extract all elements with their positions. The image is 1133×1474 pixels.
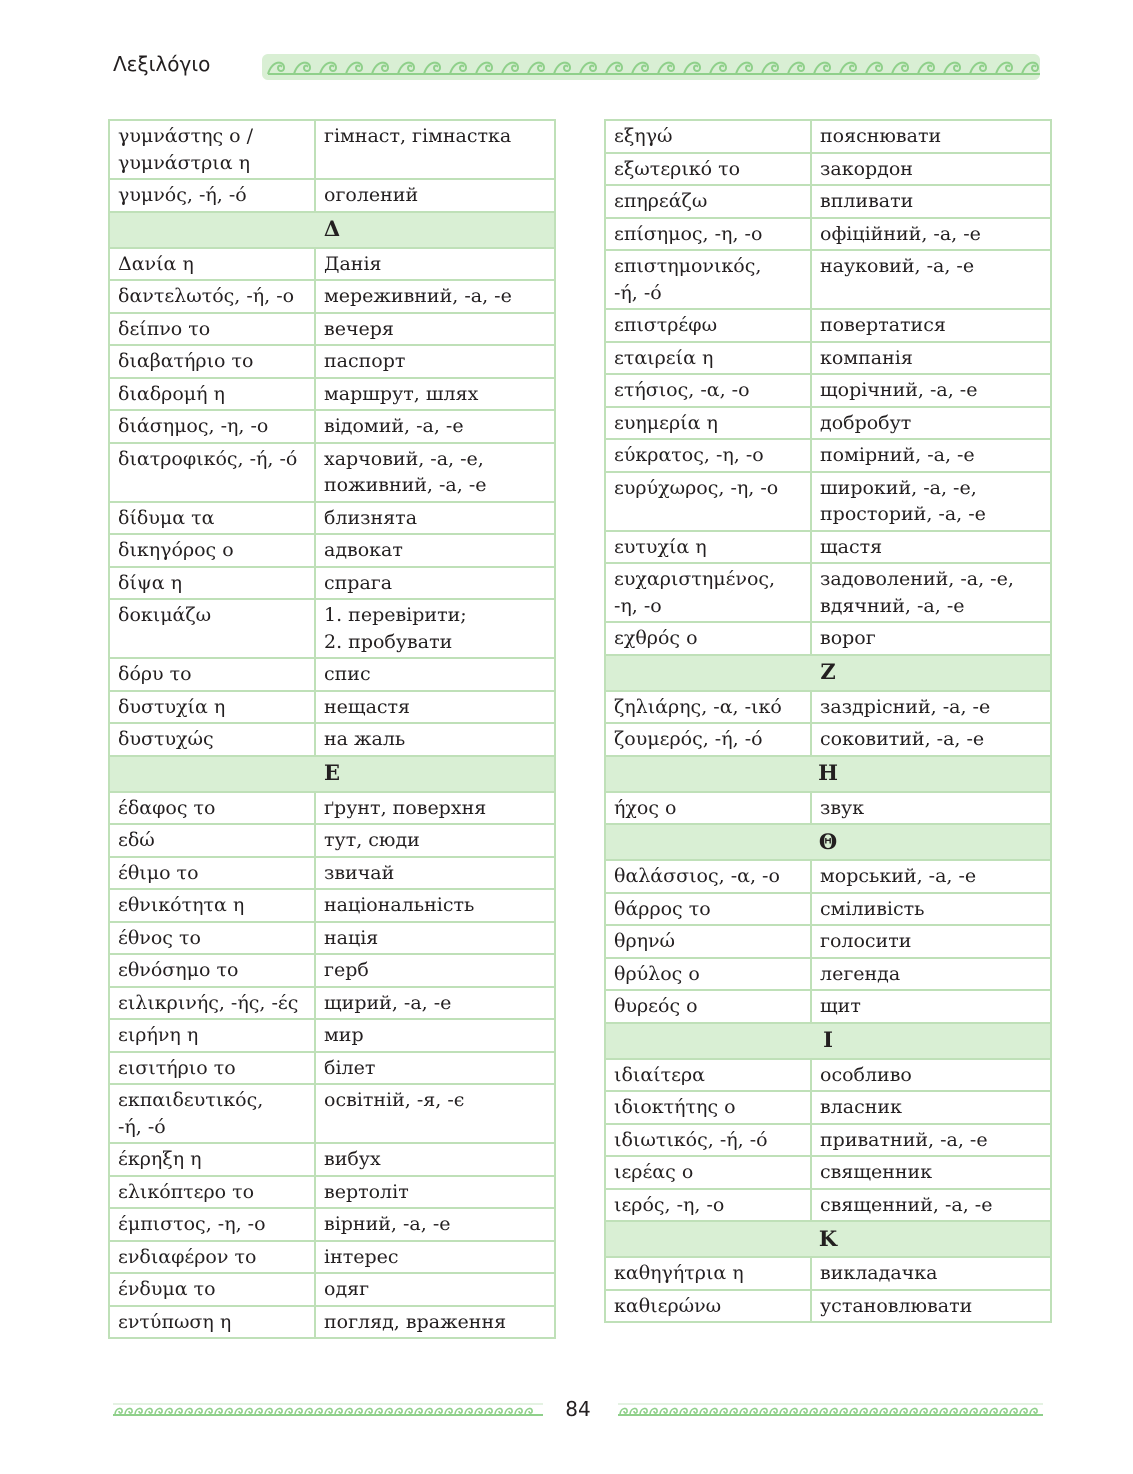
table-row — [605, 309, 1051, 342]
table-row — [109, 1052, 555, 1085]
greek-term: εύκρατος, -η, -ο — [605, 439, 811, 472]
letter-heading — [109, 756, 555, 792]
letter-heading-label: Ι — [605, 1023, 1051, 1059]
ukrainian-translation: нещастя — [315, 691, 555, 724]
ukrainian-translation: священник — [811, 1156, 1051, 1189]
greek-term: ήχος ο — [605, 792, 811, 825]
greek-term: ιερέας ο — [605, 1156, 811, 1189]
greek-term: ένδυμα το — [109, 1273, 315, 1306]
greek-term: διάσημος, -η, -ο — [109, 410, 315, 443]
table-row — [109, 658, 555, 691]
greek-term: Δανία η — [109, 248, 315, 281]
letter-heading — [605, 756, 1051, 792]
table-row — [605, 958, 1051, 991]
ukrainian-translation: голосити — [811, 925, 1051, 958]
ukrainian-translation: щастя — [811, 531, 1051, 564]
table-row — [109, 1208, 555, 1241]
table-row — [605, 153, 1051, 186]
greek-term: θάρρος το — [605, 893, 811, 926]
greek-term: καθιερώνω — [605, 1290, 811, 1323]
ukrainian-translation: морський, -а, -е — [811, 860, 1051, 893]
ukrainian-translation: приватний, -а, -е — [811, 1124, 1051, 1157]
ukrainian-translation: щирий, -а, -е — [315, 987, 555, 1020]
ukrainian-translation: установлювати — [811, 1290, 1051, 1323]
greek-term: ευημερία η — [605, 407, 811, 440]
table-row — [109, 313, 555, 346]
greek-term: ιδιαίτερα — [605, 1059, 811, 1092]
ukrainian-translation: адвокат — [315, 534, 555, 567]
greek-term: έθιμο το — [109, 857, 315, 890]
ukrainian-translation: спис — [315, 658, 555, 691]
greek-term: εδώ — [109, 824, 315, 857]
ukrainian-translation: повертатися — [811, 309, 1051, 342]
greek-term: δόρυ το — [109, 658, 315, 691]
ukrainian-translation: щорічний, -а, -е — [811, 374, 1051, 407]
table-row — [109, 1241, 555, 1274]
table-row — [109, 889, 555, 922]
letter-heading — [605, 655, 1051, 691]
greek-term: διαβατήριο το — [109, 345, 315, 378]
ukrainian-translation: закордон — [811, 153, 1051, 186]
ukrainian-translation: погляд, враження — [315, 1306, 555, 1339]
header-ornament — [262, 54, 1040, 80]
greek-term: ιδιωτικός, -ή, -ό — [605, 1124, 811, 1157]
greek-term: εντύπωση η — [109, 1306, 315, 1339]
ukrainian-translation: маршрут, шлях — [315, 378, 555, 411]
greek-term: θυρεός ο — [605, 990, 811, 1023]
ukrainian-translation: оголений — [315, 179, 555, 212]
footer-ornament-right — [618, 1402, 1043, 1418]
letter-heading-label: Η — [605, 756, 1051, 792]
ukrainian-translation: задоволений, -а, -е, вдячний, -а, -е — [811, 563, 1051, 622]
table-row — [605, 1257, 1051, 1290]
greek-term: δυστυχώς — [109, 723, 315, 756]
table-row — [109, 120, 555, 179]
table-row — [109, 599, 555, 658]
table-row — [605, 563, 1051, 622]
greek-term: ετήσιος, -α, -ο — [605, 374, 811, 407]
table-row — [109, 410, 555, 443]
greek-term: γυμνός, -ή, -ό — [109, 179, 315, 212]
greek-term: δίψα η — [109, 567, 315, 600]
ukrainian-translation: особливо — [811, 1059, 1051, 1092]
greek-term: επιστημονικός, -ή, -ό — [605, 250, 811, 309]
page-title: Λεξιλόγιο — [113, 52, 211, 76]
table-row — [605, 723, 1051, 756]
ukrainian-translation: мир — [315, 1019, 555, 1052]
letter-heading-label: Θ — [605, 824, 1051, 860]
greek-term: ειρήνη η — [109, 1019, 315, 1052]
ukrainian-translation: заздрісний, -а, -е — [811, 691, 1051, 724]
table-row — [109, 1084, 555, 1143]
greek-term: δείπνο το — [109, 313, 315, 346]
table-row — [605, 893, 1051, 926]
table-row — [605, 1124, 1051, 1157]
ukrainian-translation: звичай — [315, 857, 555, 890]
greek-term: δοκιμάζω — [109, 599, 315, 658]
table-row — [109, 1306, 555, 1339]
table-row — [109, 824, 555, 857]
ukrainian-translation: паспорт — [315, 345, 555, 378]
table-row — [605, 1091, 1051, 1124]
greek-term: δαντελωτός, -ή, -ο — [109, 280, 315, 313]
greek-term: ελικόπτερο το — [109, 1176, 315, 1209]
table-row — [109, 922, 555, 955]
ukrainian-translation: мереживний, -а, -е — [315, 280, 555, 313]
table-row — [109, 723, 555, 756]
greek-term: ειλικρινής, -ής, -ές — [109, 987, 315, 1020]
letter-heading — [605, 824, 1051, 860]
letter-heading — [605, 1023, 1051, 1059]
vocabulary-table-right — [604, 119, 1052, 1323]
greek-term: δίδυμα τα — [109, 502, 315, 535]
table-row — [109, 1273, 555, 1306]
greek-term: έμπιστος, -η, -ο — [109, 1208, 315, 1241]
ukrainian-translation: легенда — [811, 958, 1051, 991]
table-row — [605, 622, 1051, 655]
greek-term: ενδιαφέρον το — [109, 1241, 315, 1274]
table-row — [605, 472, 1051, 531]
ukrainian-translation: національність — [315, 889, 555, 922]
greek-term: επίσημος, -η, -ο — [605, 218, 811, 251]
ukrainian-translation: власник — [811, 1091, 1051, 1124]
ukrainian-translation: сміливість — [811, 893, 1051, 926]
table-row — [605, 860, 1051, 893]
greek-term: καθηγήτρια η — [605, 1257, 811, 1290]
greek-term: ζουμερός, -ή, -ό — [605, 723, 811, 756]
table-row — [605, 1156, 1051, 1189]
vocabulary-table-left — [108, 119, 556, 1339]
table-row — [109, 792, 555, 825]
greek-term: ιερός, -η, -ο — [605, 1189, 811, 1222]
table-row — [109, 567, 555, 600]
greek-term: δυστυχία η — [109, 691, 315, 724]
greek-term: ζηλιάρης, -α, -ικό — [605, 691, 811, 724]
table-row — [605, 1290, 1051, 1323]
greek-term: επηρεάζω — [605, 185, 811, 218]
greek-term: ιδιοκτήτης ο — [605, 1091, 811, 1124]
greek-term: έθνος το — [109, 922, 315, 955]
greek-term: δικηγόρος ο — [109, 534, 315, 567]
ukrainian-translation: ґрунт, поверхня — [315, 792, 555, 825]
greek-term: εκπαιδευτικός, -ή, -ό — [109, 1084, 315, 1143]
greek-term: εισιτήριο το — [109, 1052, 315, 1085]
letter-heading-label: Δ — [109, 212, 555, 248]
greek-term: ευχαριστημένος, -η, -ο — [605, 563, 811, 622]
table-row — [605, 531, 1051, 564]
table-row — [605, 792, 1051, 825]
table-row — [109, 1176, 555, 1209]
ukrainian-translation: вечеря — [315, 313, 555, 346]
ukrainian-translation: відомий, -а, -е — [315, 410, 555, 443]
ukrainian-translation: офіційний, -а, -е — [811, 218, 1051, 251]
table-row — [605, 1059, 1051, 1092]
letter-heading — [605, 1221, 1051, 1257]
ukrainian-translation: 1. перевірити; 2. пробувати — [315, 599, 555, 658]
greek-term: θρηνώ — [605, 925, 811, 958]
ukrainian-translation: компанія — [811, 342, 1051, 375]
ukrainian-translation: звук — [811, 792, 1051, 825]
greek-term: εθνόσημο το — [109, 954, 315, 987]
greek-term: έκρηξη η — [109, 1143, 315, 1176]
table-row — [605, 1189, 1051, 1222]
ukrainian-translation: вірний, -а, -е — [315, 1208, 555, 1241]
ukrainian-translation: вибух — [315, 1143, 555, 1176]
table-row — [109, 280, 555, 313]
ukrainian-translation: помірний, -а, -е — [811, 439, 1051, 472]
greek-term: ευρύχωρος, -η, -ο — [605, 472, 811, 531]
table-row — [605, 374, 1051, 407]
ukrainian-translation: тут, сюди — [315, 824, 555, 857]
table-row — [605, 925, 1051, 958]
ukrainian-translation: гімнаст, гімнастка — [315, 120, 555, 179]
table-row — [605, 250, 1051, 309]
table-row — [605, 185, 1051, 218]
ukrainian-translation: добробут — [811, 407, 1051, 440]
table-row — [109, 345, 555, 378]
ukrainian-translation: вертоліт — [315, 1176, 555, 1209]
table-row — [109, 1143, 555, 1176]
letter-heading — [109, 212, 555, 248]
ukrainian-translation: близнята — [315, 502, 555, 535]
ukrainian-translation: широкий, -а, -е, просторий, -а, -е — [811, 472, 1051, 531]
table-row — [605, 407, 1051, 440]
table-row — [109, 179, 555, 212]
ukrainian-translation: ворог — [811, 622, 1051, 655]
page-number: 84 — [565, 1397, 591, 1421]
ukrainian-translation: науковий, -а, -е — [811, 250, 1051, 309]
table-row — [109, 248, 555, 281]
greek-term: διαδρομή η — [109, 378, 315, 411]
table-row — [109, 857, 555, 890]
ukrainian-translation: білет — [315, 1052, 555, 1085]
table-row — [109, 502, 555, 535]
table-row — [605, 439, 1051, 472]
letter-heading-label: Ε — [109, 756, 555, 792]
greek-term: εθνικότητα η — [109, 889, 315, 922]
ukrainian-translation: пояснювати — [811, 120, 1051, 153]
table-row — [109, 534, 555, 567]
table-row — [605, 218, 1051, 251]
greek-term: επιστρέφω — [605, 309, 811, 342]
greek-term: εταιρεία η — [605, 342, 811, 375]
ukrainian-translation: соковитий, -а, -е — [811, 723, 1051, 756]
greek-term: εξωτερικό το — [605, 153, 811, 186]
ukrainian-translation: щит — [811, 990, 1051, 1023]
greek-term: εχθρός ο — [605, 622, 811, 655]
letter-heading-label: Κ — [605, 1221, 1051, 1257]
ukrainian-translation: спрага — [315, 567, 555, 600]
table-row — [109, 378, 555, 411]
ukrainian-translation: харчовий, -а, -е, поживний, -а, -е — [315, 443, 555, 502]
table-row — [605, 342, 1051, 375]
greek-term: ευτυχία η — [605, 531, 811, 564]
greek-term: εξηγώ — [605, 120, 811, 153]
ukrainian-translation: Данія — [315, 248, 555, 281]
greek-term: θαλάσσιος, -α, -ο — [605, 860, 811, 893]
table-row — [605, 691, 1051, 724]
table-row — [605, 990, 1051, 1023]
letter-heading-label: Ζ — [605, 655, 1051, 691]
table-row — [109, 443, 555, 502]
ukrainian-translation: герб — [315, 954, 555, 987]
greek-term: έδαφος το — [109, 792, 315, 825]
table-row — [109, 954, 555, 987]
ukrainian-translation: освітній, -я, -є — [315, 1084, 555, 1143]
greek-term: διατροφικός, -ή, -ό — [109, 443, 315, 502]
ukrainian-translation: впливати — [811, 185, 1051, 218]
ukrainian-translation: інтерес — [315, 1241, 555, 1274]
greek-term: γυμνάστης ο / γυμνάστρια η — [109, 120, 315, 179]
ukrainian-translation: одяг — [315, 1273, 555, 1306]
ukrainian-translation: на жаль — [315, 723, 555, 756]
table-row — [109, 1019, 555, 1052]
table-row — [109, 691, 555, 724]
ukrainian-translation: нація — [315, 922, 555, 955]
greek-term: θρύλος ο — [605, 958, 811, 991]
table-row — [109, 987, 555, 1020]
ukrainian-translation: викладачка — [811, 1257, 1051, 1290]
ukrainian-translation: священний, -а, -е — [811, 1189, 1051, 1222]
table-row — [605, 120, 1051, 153]
footer-ornament-left — [113, 1402, 543, 1418]
